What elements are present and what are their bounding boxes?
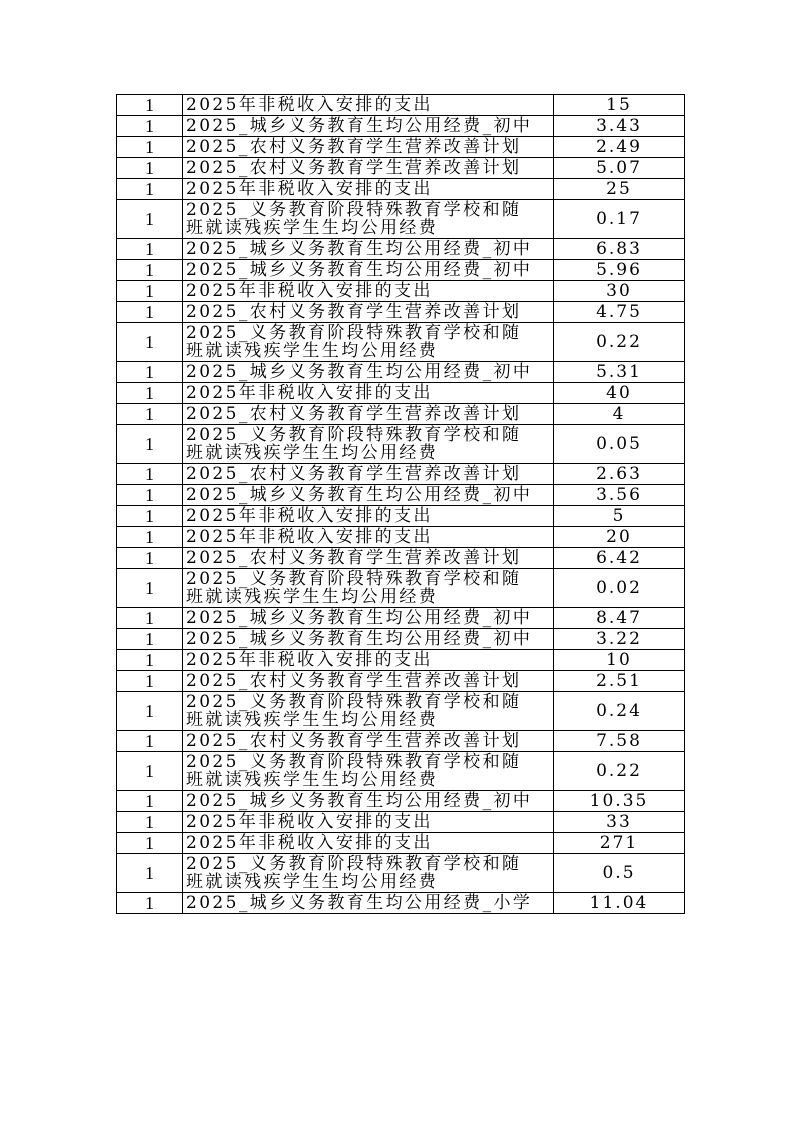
table-row: [117, 629, 685, 650]
table-row: [117, 302, 685, 323]
row-number-cell: 1: [117, 569, 183, 608]
table-row: [117, 425, 685, 464]
table-row: [117, 179, 685, 200]
row-amount-cell: 2.49: [554, 137, 685, 158]
row-number-cell: 1: [117, 812, 183, 833]
row-amount-cell: 15: [554, 95, 685, 116]
row-amount-cell: 11.04: [554, 893, 685, 914]
row-amount-cell: 0.02: [554, 569, 685, 608]
row-description-cell: 2025年非税收入安排的支出: [183, 179, 554, 200]
row-number-cell: 1: [117, 281, 183, 302]
table-row: [117, 323, 685, 362]
row-description-cell: 2025_城乡义务教育生均公用经费_初中: [183, 116, 554, 137]
row-description-cell: 2025_农村义务教育学生营养改善计划: [183, 137, 554, 158]
row-amount-cell: 0.5: [554, 854, 685, 893]
row-number-cell: 1: [117, 95, 183, 116]
row-number-cell: 1: [117, 464, 183, 485]
table-row: [117, 260, 685, 281]
row-number-cell: 1: [117, 239, 183, 260]
row-description-cell: 2025_农村义务教育学生营养改善计划: [183, 731, 554, 752]
row-amount-cell: 3.56: [554, 485, 685, 506]
row-description-cell: 2025_义务教育阶段特殊教育学校和随 班就读残疾学生生均公用经费: [183, 323, 554, 362]
row-number-cell: 1: [117, 302, 183, 323]
row-description-cell: 2025_农村义务教育学生营养改善计划: [183, 671, 554, 692]
row-number-cell: 1: [117, 362, 183, 383]
row-amount-cell: 20: [554, 527, 685, 548]
table-body: [117, 95, 685, 914]
table-row: [117, 506, 685, 527]
table-row: [117, 608, 685, 629]
row-description-cell: 2025_农村义务教育学生营养改善计划: [183, 464, 554, 485]
table-row: [117, 239, 685, 260]
table-row: [117, 137, 685, 158]
row-amount-cell: 10: [554, 650, 685, 671]
row-description-cell: 2025_城乡义务教育生均公用经费_初中: [183, 239, 554, 260]
row-amount-cell: 3.22: [554, 629, 685, 650]
row-number-cell: 1: [117, 137, 183, 158]
row-amount-cell: 5.31: [554, 362, 685, 383]
row-number-cell: 1: [117, 179, 183, 200]
row-description-cell: 2025年非税收入安排的支出: [183, 527, 554, 548]
row-number-cell: 1: [117, 425, 183, 464]
table-row: [117, 812, 685, 833]
table-row: [117, 383, 685, 404]
row-amount-cell: 2.63: [554, 464, 685, 485]
table-row: [117, 95, 685, 116]
row-amount-cell: 8.47: [554, 608, 685, 629]
row-description-cell: 2025_城乡义务教育生均公用经费_小学: [183, 893, 554, 914]
table-row: [117, 485, 685, 506]
table-row: [117, 791, 685, 812]
row-description-cell: 2025_城乡义务教育生均公用经费_初中: [183, 362, 554, 383]
row-amount-cell: 25: [554, 179, 685, 200]
row-description-cell: 2025_城乡义务教育生均公用经费_初中: [183, 485, 554, 506]
row-number-cell: 1: [117, 671, 183, 692]
row-amount-cell: 4.75: [554, 302, 685, 323]
row-description-cell: 2025_城乡义务教育生均公用经费_初中: [183, 608, 554, 629]
table-row: [117, 752, 685, 791]
row-number-cell: 1: [117, 116, 183, 137]
table-row: [117, 200, 685, 239]
row-description-cell: 2025_义务教育阶段特殊教育学校和随 班就读残疾学生生均公用经费: [183, 752, 554, 791]
row-description-cell: 2025_城乡义务教育生均公用经费_初中: [183, 260, 554, 281]
row-number-cell: 1: [117, 260, 183, 281]
table-row: [117, 158, 685, 179]
row-amount-cell: 2.51: [554, 671, 685, 692]
row-description-cell: 2025_义务教育阶段特殊教育学校和随 班就读残疾学生生均公用经费: [183, 425, 554, 464]
row-amount-cell: 6.83: [554, 239, 685, 260]
row-amount-cell: 5: [554, 506, 685, 527]
row-number-cell: 1: [117, 527, 183, 548]
row-amount-cell: 30: [554, 281, 685, 302]
row-description-cell: 2025_农村义务教育学生营养改善计划: [183, 404, 554, 425]
row-number-cell: 1: [117, 629, 183, 650]
row-number-cell: 1: [117, 854, 183, 893]
row-number-cell: 1: [117, 608, 183, 629]
row-amount-cell: 5.07: [554, 158, 685, 179]
row-description-cell: 2025_农村义务教育学生营养改善计划: [183, 548, 554, 569]
row-number-cell: 1: [117, 833, 183, 854]
row-number-cell: 1: [117, 893, 183, 914]
row-amount-cell: 40: [554, 383, 685, 404]
row-description-cell: 2025_城乡义务教育生均公用经费_初中: [183, 629, 554, 650]
row-description-cell: 2025年非税收入安排的支出: [183, 383, 554, 404]
table-row: [117, 650, 685, 671]
table-row: [117, 833, 685, 854]
row-amount-cell: 10.35: [554, 791, 685, 812]
row-number-cell: 1: [117, 404, 183, 425]
table-row: [117, 548, 685, 569]
row-description-cell: 2025年非税收入安排的支出: [183, 506, 554, 527]
table-row: [117, 281, 685, 302]
table-row: [117, 893, 685, 914]
row-description-cell: 2025年非税收入安排的支出: [183, 95, 554, 116]
table-row: [117, 527, 685, 548]
table-row: [117, 362, 685, 383]
table-row: [117, 569, 685, 608]
row-number-cell: 1: [117, 548, 183, 569]
row-number-cell: 1: [117, 506, 183, 527]
row-description-cell: 2025_农村义务教育学生营养改善计划: [183, 302, 554, 323]
table-row: [117, 116, 685, 137]
table-row: [117, 464, 685, 485]
expenditure-table: [116, 94, 685, 914]
row-number-cell: 1: [117, 650, 183, 671]
row-number-cell: 1: [117, 158, 183, 179]
row-number-cell: 1: [117, 323, 183, 362]
row-number-cell: 1: [117, 692, 183, 731]
row-amount-cell: 0.24: [554, 692, 685, 731]
row-description-cell: 2025_城乡义务教育生均公用经费_初中: [183, 791, 554, 812]
row-description-cell: 2025_义务教育阶段特殊教育学校和随 班就读残疾学生生均公用经费: [183, 854, 554, 893]
row-amount-cell: 4: [554, 404, 685, 425]
row-description-cell: 2025_义务教育阶段特殊教育学校和随 班就读残疾学生生均公用经费: [183, 569, 554, 608]
row-description-cell: 2025_义务教育阶段特殊教育学校和随 班就读残疾学生生均公用经费: [183, 200, 554, 239]
row-amount-cell: 3.43: [554, 116, 685, 137]
row-description-cell: 2025_农村义务教育学生营养改善计划: [183, 158, 554, 179]
row-amount-cell: 6.42: [554, 548, 685, 569]
row-amount-cell: 0.05: [554, 425, 685, 464]
row-amount-cell: 271: [554, 833, 685, 854]
row-description-cell: 2025年非税收入安排的支出: [183, 833, 554, 854]
row-number-cell: 1: [117, 731, 183, 752]
row-description-cell: 2025年非税收入安排的支出: [183, 650, 554, 671]
row-description-cell: 2025年非税收入安排的支出: [183, 812, 554, 833]
row-number-cell: 1: [117, 485, 183, 506]
table-row: [117, 692, 685, 731]
row-number-cell: 1: [117, 383, 183, 404]
table-row: [117, 854, 685, 893]
table-row: [117, 404, 685, 425]
row-number-cell: 1: [117, 752, 183, 791]
table-row: [117, 671, 685, 692]
row-amount-cell: 0.22: [554, 752, 685, 791]
row-amount-cell: 0.22: [554, 323, 685, 362]
row-number-cell: 1: [117, 791, 183, 812]
row-amount-cell: 0.17: [554, 200, 685, 239]
table-row: [117, 731, 685, 752]
row-number-cell: 1: [117, 200, 183, 239]
row-description-cell: 2025_义务教育阶段特殊教育学校和随 班就读残疾学生生均公用经费: [183, 692, 554, 731]
row-amount-cell: 7.58: [554, 731, 685, 752]
row-amount-cell: 33: [554, 812, 685, 833]
row-description-cell: 2025年非税收入安排的支出: [183, 281, 554, 302]
row-amount-cell: 5.96: [554, 260, 685, 281]
